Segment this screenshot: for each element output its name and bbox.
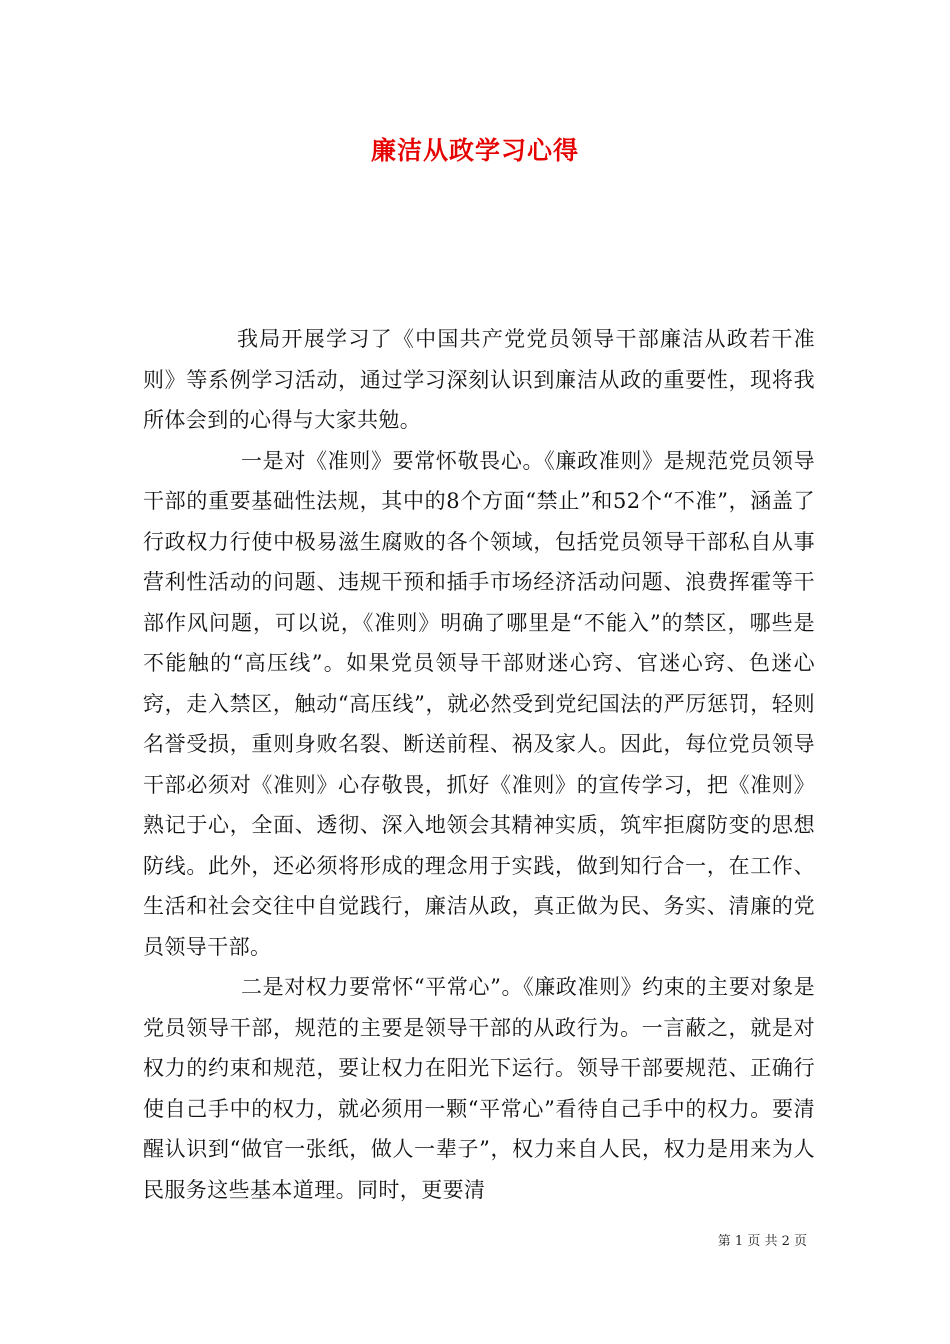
- paragraph-intro: 我局开展学习了《中国共产党党员领导干部廉洁从政若干准则》等系例学习活动，通过学习深刻认识到廉洁从政的重要性，现将我所体会到的心得与大家共勉。: [143, 327, 815, 432]
- document-title: 廉洁从政学习心得: [370, 136, 579, 165]
- page-number-footer: 第 1 页 共 2 页: [717, 1234, 807, 1249]
- paragraph-point-one: 一是对《准则》要常怀敬畏心。《廉政准则》是规范党员领导干部的重要基础性法规，其中的8个方面“禁止”和52个“不准”，涵盖了行政权力行使中极易滋生腐败的各个领域，包括党员领导干部私自从事营利性活动的问题、违规干预和插手市场经济活动问题、浪费挥霍等干部作风问题，可以说，《准则》明确了哪里是“不能入”的禁区，哪些是不能触的“高压线”。如果党员领导干部财迷心窍、官迷心窍、色迷心窍，走入禁区，触动“高压线”，就必然受到党纪国法的严厉惩罚，轻则名誉受损，重则身败名裂、断送前程、祸及家人。因此，每位党员领导干部必须对《准则》心存敬畏，抓好《准则》的宣传学习，把《准则》熟记于心，全面、透彻、深入地领会其精神实质，筑牢拒腐防变的思想防线。此外，还必须将形成的理念用于实践，做到知行合一，在工作、生活和社会交往中自觉践行，廉洁从政，真正做为民、务实、清廉的党员领导干部。: [143, 448, 815, 959]
- document-body: [143, 319, 815, 1210]
- paragraph-point-two: 二是对权力要常怀“平常心”。《廉政准则》约束的主要对象是党员领导干部，规范的主要是领导干部的从政行为。一言蔽之，就是对权力的约束和规范，要让权力在阳光下运行。领导干部要规范、正确行使自己手中的权力，就必须用一颗“平常心”看待自己手中的权力。要清醒认识到“做官一张纸，做人一辈子”，权力来自人民，权力是用来为人民服务这些基本道理。同时，更要清: [143, 975, 815, 1202]
